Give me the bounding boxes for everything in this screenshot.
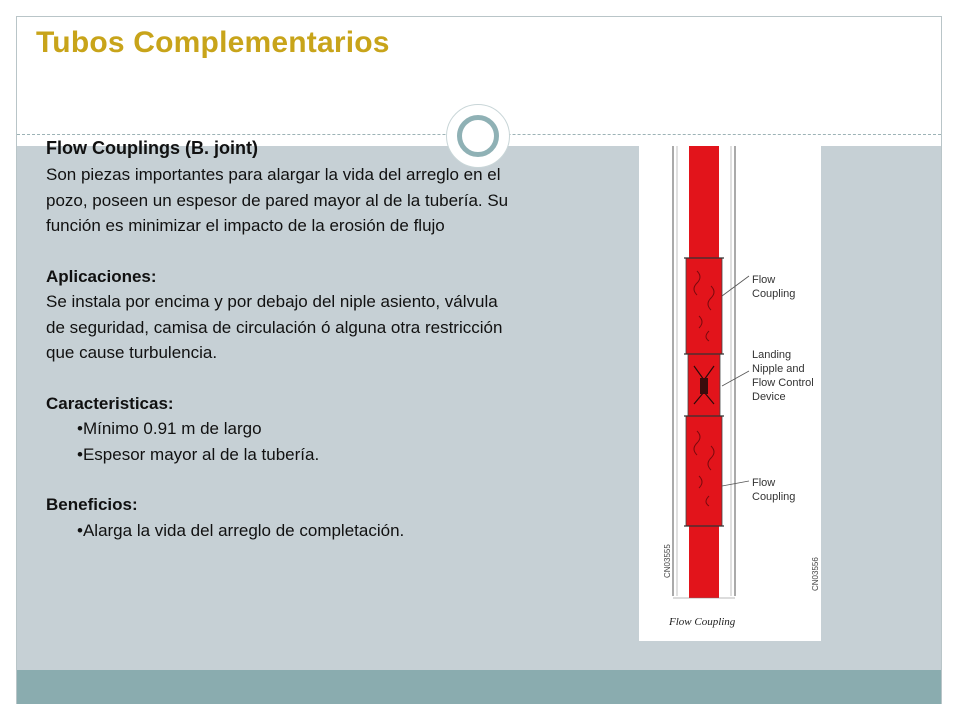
benefits-heading: Beneficios:	[46, 495, 138, 514]
characteristic-item: •Mínimo 0.91 m de largo	[77, 419, 262, 438]
diagram-code-left: CN03555	[663, 544, 672, 578]
label-flow-coupling-top: Flow Coupling	[752, 274, 796, 300]
slide-title: Tubos Complementarios	[36, 26, 390, 59]
section-heading: Flow Couplings (B. joint)	[46, 138, 258, 158]
label-landing-nipple: Landing Nipple and Flow Control Device	[752, 349, 814, 403]
description-text: Son piezas importantes para alargar la vida del arreglo en el pozo, poseen un espesor de pared mayor al de la tubería. Su función es minimizar el impacto de la erosión de flujo	[46, 165, 509, 235]
characteristic-item: •Espesor mayor al de la tubería.	[77, 444, 320, 464]
characteristics-heading: Caracteristicas:	[46, 393, 174, 413]
lower-coupling	[686, 416, 722, 526]
applications-text: Se instala por encima y por debajo del niple asiento, válvula de seguridad, camisa de circulación ó alguna otra restricción que cause turbulencia.	[46, 292, 503, 362]
label-flow-coupling-bottom: Flow Coupling	[752, 477, 796, 503]
diagram-caption: Flow Coupling	[669, 616, 736, 628]
upper-coupling	[686, 258, 722, 354]
applications-heading: Aplicaciones:	[46, 266, 157, 286]
diagram-code-right: CN03556	[811, 557, 820, 591]
benefit-item: •Alarga la vida del arreglo de completación.	[77, 520, 405, 540]
flow-coupling-diagram	[639, 146, 821, 641]
content-text	[46, 134, 516, 543]
footer-band	[17, 670, 941, 704]
